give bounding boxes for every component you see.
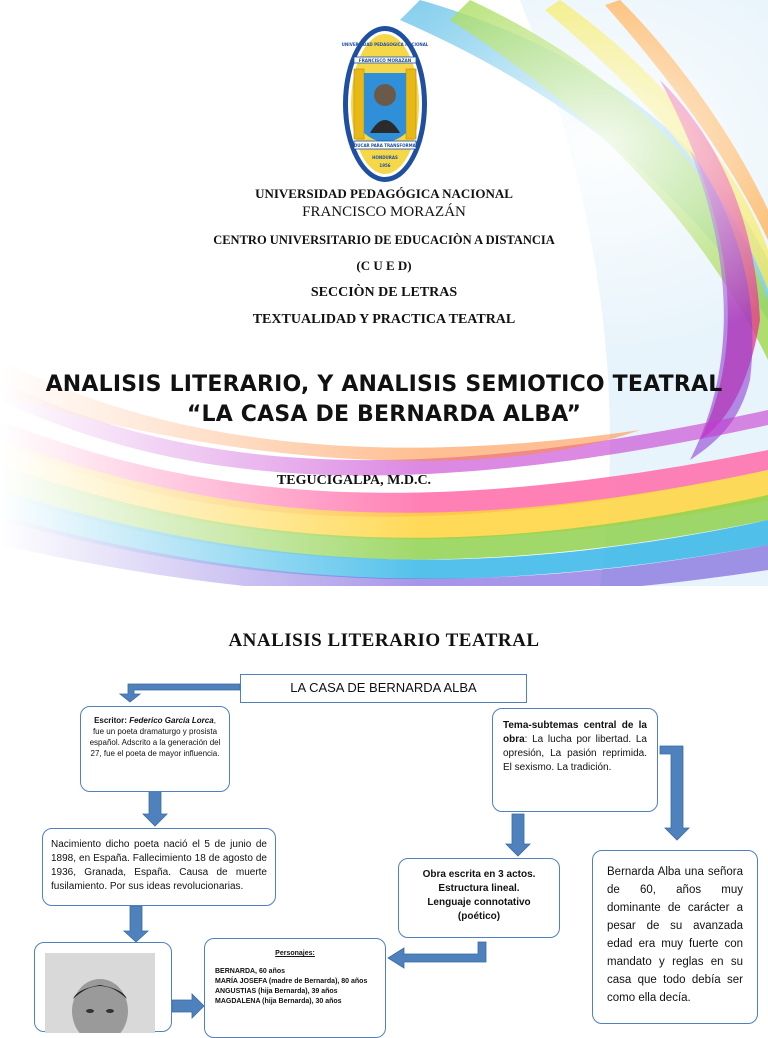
arrow-theme-to-bernarda [660, 746, 689, 840]
page-heading: ANALISIS LITERARIO TEATRAL [228, 630, 540, 651]
writer-box [80, 706, 230, 792]
character-item: BERNARDA, 60 años [215, 968, 286, 975]
svg-text:1956: 1956 [379, 163, 391, 168]
writer-name: Federico García Lorca [129, 716, 214, 725]
structure-acts: Obra escrita en 3 actos. [422, 869, 536, 880]
svg-text:HONDURAS: HONDURAS [372, 155, 398, 160]
character-item: MAGDALENA (hija Bernarda), 30 años [215, 998, 342, 1005]
location: TEGUCIGALPA, M.D.C. [276, 473, 432, 488]
svg-text:UNIVERSIDAD PEDAGOGICA NACIONA: UNIVERSIDAD PEDAGOGICA NACIONAL [341, 42, 429, 47]
writer-label: Escritor: [94, 716, 127, 725]
theme-box [492, 708, 658, 812]
main-title-line1: ANALISIS LITERARIO, Y ANALISIS SEMIOTICO TEATRAL [45, 372, 723, 397]
arrow-photo-to-characters [172, 994, 204, 1018]
photo-box [34, 942, 172, 1032]
structure-type: Estructura lineal. [438, 883, 520, 894]
birth-box: Nacimiento dicho poeta nació el 5 de junio de 1898, en España. Fallecimiento 18 de agosto de 1936, Granada, España. Causa de muerte fusilamiento. Por sus ideas revolucionarias. [42, 828, 276, 906]
analysis-page [0, 586, 768, 1024]
arrow-theme-to-structure [506, 814, 530, 856]
arrow-structure-to-characters [388, 942, 486, 968]
theme-text: : La lucha por libertad. La opresión, La pasión reprimida. El sexismo. La tradición. [503, 734, 647, 773]
svg-text:EDUCAR PARA TRANSFORMAR: EDUCAR PARA TRANSFORMAR [351, 143, 419, 148]
theme-label: Tema-subtemas central de la obra [503, 720, 647, 745]
writer-description: , fue un poeta dramaturgo y prosista español. Adscrito a la generación del 27, fue el poeta de mayor influencia. [89, 716, 221, 758]
center-abbreviation: (C U E D) [356, 258, 412, 273]
bernarda-box: Bernarda Alba una señora de 60, años muy dominante de carácter a pesar de su avanzada edad era muy fuerte con mandato y reglas en su casa que todo debía ser como ella decía. [592, 850, 758, 1024]
author-photo [45, 953, 155, 1033]
arrow-title-to-writer [120, 684, 240, 702]
structure-language-note: (poético) [457, 911, 501, 922]
university-logo [340, 23, 430, 185]
arrow-writer-to-birth [143, 791, 167, 826]
course-name: TEXTUALIDAD Y PRACTICA TEATRAL [252, 312, 516, 327]
center-name: CENTRO UNIVERSITARIO DE EDUCACIÒN A DISTANCIA [213, 233, 555, 247]
characters-title: Personajes: [275, 950, 315, 957]
section-name: SECCIÒN DE LETRAS [310, 285, 458, 300]
main-title-line2: “LA CASA DE BERNARDA ALBA” [186, 402, 582, 427]
characters-box [204, 938, 386, 1038]
character-item: MARÍA JOSEFA (madre de Bernarda), 80 años [215, 978, 368, 985]
structure-box [398, 858, 560, 938]
university-line: UNIVERSIDAD PEDAGÓGICA NACIONAL [255, 186, 513, 201]
university-name: FRANCISCO MORAZÁN [302, 204, 466, 220]
svg-text:FRANCISCO MORAZAN: FRANCISCO MORAZAN [358, 58, 412, 63]
structure-language: Lenguaje connotativo [427, 897, 531, 908]
play-title-box: LA CASA DE BERNARDA ALBA [240, 674, 527, 703]
arrow-birth-to-photo [124, 906, 148, 942]
character-item: ANGUSTIAS (hija Bernarda), 39 años [215, 988, 338, 995]
